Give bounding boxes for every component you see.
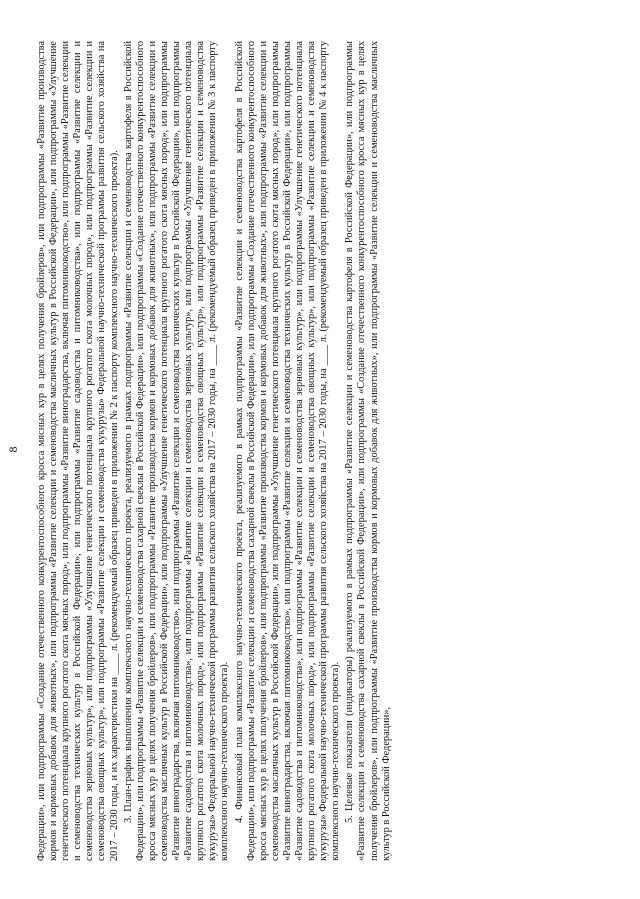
document-body bbox=[36, 41, 393, 861]
paragraph-2: 3. План-график выполнения комплексного научно-технического проекта, реализуемого в рамках подпрограммы «Развитие селекции и семеноводства картофеля в Российской Федерации», или подпрограммы «Развитие селекции и семеноводства сахарной свеклы в Российской Федерации», или подпрограммы «Создание отечественного конкурентоспособного кросса мясных кур в целях получения бройлеров», или подпрограммы «Развитие производства кормов и кормовых добавок для животных», или подпрограммы «Развитие селекции и семеноводства масличных культур в Российской Федерации», или подпрограммы «Улучшение генетического потенциала крупного рогатого скота мясных пород», или подпрограммы «Развитие виноградарства, включая питомниководство», или подпрограммы «Развитие селекции и семеноводства технических культур в Российской Федерации», или подпрограммы «Развитие садоводства и питомниководства», или подпрограммы «Развитие селекции и семеноводства зерновых культур», или подпрограммы «Улучшение генетического потенциала крупного рогатого скота молочных пород», или подпрограммы «Развитие селекции и семеноводства овощных культур», или подпрограммы «Развитие селекции и семеноводства кукурузы» Федеральной научно-технической программы развития сельского хозяйства на 2017 – 2030 годы, на ____ л. (рекомендуемый образец приведен в приложении № 3 к паспорту комплексного научно-технического проекта). bbox=[122, 41, 231, 861]
paragraph-3: 4. Финансовый план комплексного научно-технического проекта, реализуемого в рамках подпрограммы «Развитие селекции и семеноводства картофеля в Российской Федерации», или подпрограммы «Развитие селекции и семеноводства сахарной свеклы в Российской Федерации», или подпрограммы «Создание отечественного конкурентоспособного кросса мясных кур в целях получения бройлеров», или подпрограммы «Развитие производства кормов и кормовых добавок для животных», или подпрограммы «Развитие селекции и семеноводства масличных культур в Российской Федерации», или подпрограммы «Улучшение генетического потенциала крупного рогатого скота мясных пород», или подпрограммы «Развитие виноградарства, включая питомниководство», или подпрограммы «Развитие селекции и семеноводства технических культур в Российской Федерации», или подпрограммы «Развитие садоводства и питомниководства», или подпрограммы «Развитие селекции и семеноводства зерновых культур», или подпрограммы «Улучшение генетического потенциала крупного рогатого скота молочных пород», или подпрограммы «Развитие селекции и семеноводства овощных культур», или подпрограммы «Развитие селекции и семеноводства кукурузы» Федеральной научно-технической программы развития сельского хозяйства на 2017 – 2030 годы, на ____ л. (рекомендуемый образец приведен в приложении № 4 к паспорту комплексного научно-технического проекта). bbox=[233, 41, 342, 861]
paragraph-1: Федерации», или подпрограммы «Создание отечественного конкурентоспособного кросса мясных кур в целях получения бройлеров», или подпрограммы «Развитие производства кормов и кормовых добавок для животных», или подпрограммы «Развитие селекции и семеноводства масличных культур в Российской Федерации», или подпрограммы «Улучшение генетического потенциала крупного рогатого скота мясных пород», или подпрограммы «Развитие виноградарства, включая питомниководство», или подпрограммы «Развитие селекции и семеноводства технических культур в Российской Федерации», или подпрограммы «Развитие садоводства и питомниководства», или подпрограммы «Развитие селекции и семеноводства зерновых культур», или подпрограммы «Улучшение генетического потенциала крупного рогатого скота молочных пород», или подпрограммы «Развитие селекции и семеноводства овощных культур», или подпрограммы «Развитие селекции и семеноводства кукурузы» Федеральной научно-технической программы развития сельского хозяйства на 2017 – 2030 годы, и их характеристики на ____ л. (рекомендуемый образец приведен в приложении № 2 к паспорту комплексного научно-технического проекта). bbox=[36, 41, 120, 861]
paragraph-4: 5. Целевые показатели (индикаторы) реализуемого в рамках подпрограммы «Развитие селекции и семеноводства картофеля в Российской Федерации», или подпрограммы «Развитие селекции и семеноводства сахарной свеклы в Российской Федерации», или подпрограммы «Создание отечественного конкурентоспособного кросса мясных кур в целях получения бройлеров», или подпрограммы «Развитие производства кормов и кормовых добавок для животных», или подпрограммы «Развитие селекции и семеноводства масличных культур в Российской Федерации», bbox=[344, 41, 392, 861]
page-number: 8 bbox=[6, 446, 20, 453]
